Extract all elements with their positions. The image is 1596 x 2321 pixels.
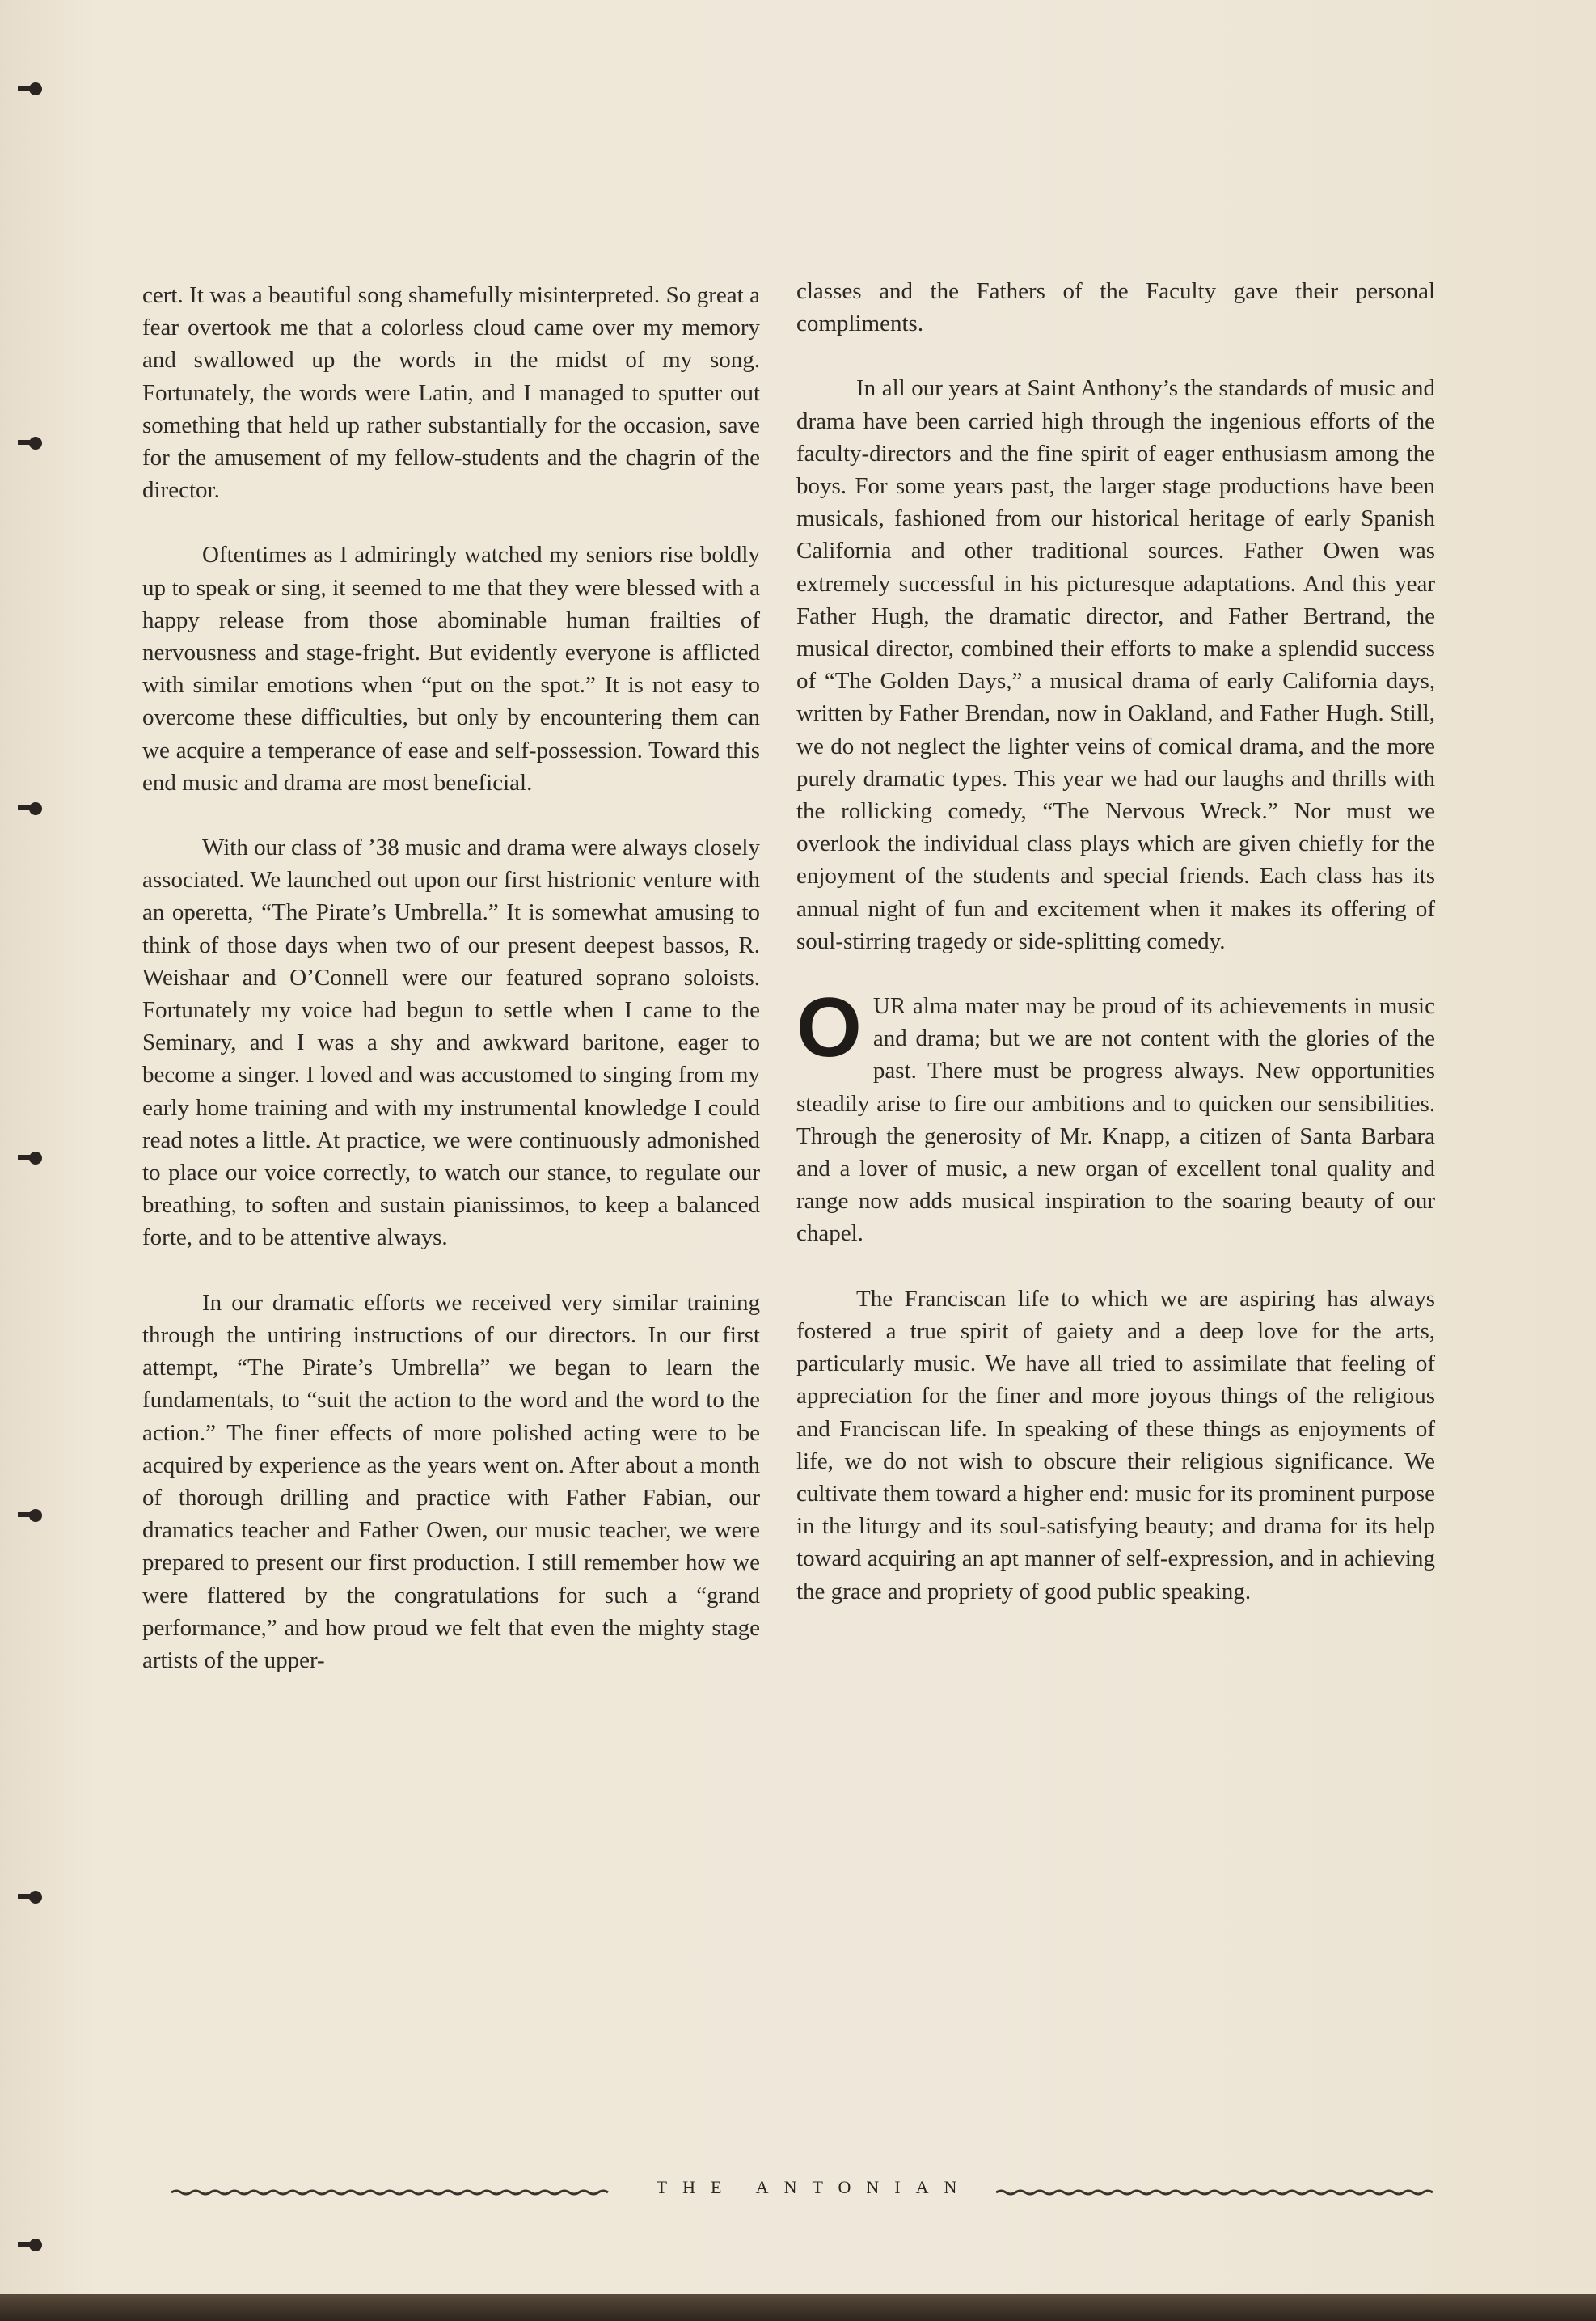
page-footer — [171, 2177, 1434, 2209]
binding-hole — [29, 437, 42, 450]
decorative-rule-right — [996, 2188, 1434, 2196]
binding-hole — [29, 1891, 42, 1904]
paragraph: With our class of ’38 music and drama were always closely associated. We launched out upon our first histrionic venture with an operetta, “The Pirate’s Umbrella.” It is somewhat amusing to think of those days when two of our present deepest bassos, R. Weishaar and O’Connell were our featured soprano soloists. Fortunately my voice had begun to settle when I came to the Seminary, and I was a shy and awkward baritone, eager to become a singer. I loved and was accustomed to singing from my early home training and with my instrumental knowledge I could read notes a little. At practice, we were continuously admonished to place our voice correctly, to watch our stance, to regulate our breathing, to soften and sustain pianissimos, to keep a balanced forte, and to be attentive always. — [142, 835, 760, 1251]
left-column — [142, 279, 760, 1709]
binding-hole — [29, 802, 42, 815]
paragraph-with-drop-cap — [796, 981, 1435, 1250]
paragraph: In all our years at Saint Anthony’s the standards of music and drama have been carried high through the ingenious efforts of the faculty-directors and the fine spirit of eager enthusiasm among the boys. For some years past, the larger stage productions have been musicals, fashioned from our historical heritage of early Spanish California and other traditional sources. Father Owen was extremely successful in his picturesque adaptations. And this year Father Hugh, the dramatic director, and Father Bertrand, the musical director, combined their efforts to make a splendid success of “The Golden Days,” a musical drama of early California days, written by Father Brendan, now in Oakland, and Father Hugh. Still, we do not neglect the lighter veins of comical drama, and the more purely dramatic types. This year we had our laughs and thrills with the rollicking comedy, “The Nervous Wreck.” Nor must we overlook the individual class plays which are given chiefly for the enjoyment of the students and special friends. Each class has its annual night of fun and excitement when it makes its offering of soul-stirring tragedy or side-splitting comedy. — [796, 375, 1435, 954]
paragraph: The Franciscan life to which we are aspiring has always fostered a true spirit of gaiety and a deep love for the arts, particularly music. We have all tried to assimilate that feeling of appreciation for the finer and more joyous things of the religious and Franciscan life. In speaking of these things as enjoyments of life, we do not wish to obscure their religious significance. We cultivate them toward a higher end: music for its prominent purpose in the liturgy and its soul-satisfying beauty; and drama for its help toward acquiring an apt manner of self-expression, and in achieving the grace and propriety of good public speaking. — [796, 1285, 1435, 1604]
binding-hole — [29, 1152, 42, 1165]
drop-cap: O — [796, 981, 862, 1076]
binding-hole — [29, 1509, 42, 1522]
right-column — [796, 275, 1435, 1640]
binding-hole — [29, 82, 42, 95]
decorative-rule-left — [171, 2188, 612, 2196]
publication-title: THE ANTONIAN — [656, 2177, 973, 2197]
scan-bottom-edge — [0, 2294, 1596, 2321]
paragraph: Oftentimes as I admiringly watched my seniors rise boldly up to speak or sing, it seemed to me that they were blessed with a happy release from those abominable human frailties of nervousness and stage-fright. But evidently everyone is afflicted with similar emotions when “put on the spot.” It is not easy to overcome these difficulties, but only by encountering them can we acquire a temperance of ease and self-possession. Toward this end music and drama are most beneficial. — [142, 542, 760, 796]
paragraph: In our dramatic efforts we received very similar training through the untiring instructions of our directors. In our first attempt, “The Pirate’s Umbrella” we began to learn the fundamentals, to “suit the action to the word and the word to the action.” The finer effects of more polished acting were to be acquired by experience as the years went on. After about a month of thorough drilling and practice with Father Fabian, our dramatics teacher and Father Owen, our music teacher, we were prepared to present our first production. I still remember how we were flattered by the congratulations for such a “grand performance,” and how proud we felt that even the mighty stage artists of the upper- — [142, 1289, 760, 1673]
paragraph: cert. It was a beautiful song shamefully misinterpreted. So great a fear overtook me that a colorless cloud came over my memory and swallowed up the words in the midst of my song. Fortunately, the words were Latin, and I managed to sputter out something that held up rather substantially for the occasion, save for the amusement of my fellow-students and the chagrin of the director. — [142, 282, 760, 504]
paragraph: classes and the Fathers of the Faculty gave their personal compliments. — [796, 278, 1435, 337]
paragraph-text: UR alma mater may be proud of its achievements in music and drama; but we are not content with the glories of the past. There must be progress always. New opportunities steadily arise to fire our ambitions and to quicken our sensibilities. Through the generosity of Mr. Knapp, a citizen of Santa Barbara and a lover of music, a new organ of excellent tonal quality and range now adds musical inspiration to the soaring beauty of our chapel. — [796, 993, 1435, 1247]
binding-hole — [29, 2239, 42, 2251]
